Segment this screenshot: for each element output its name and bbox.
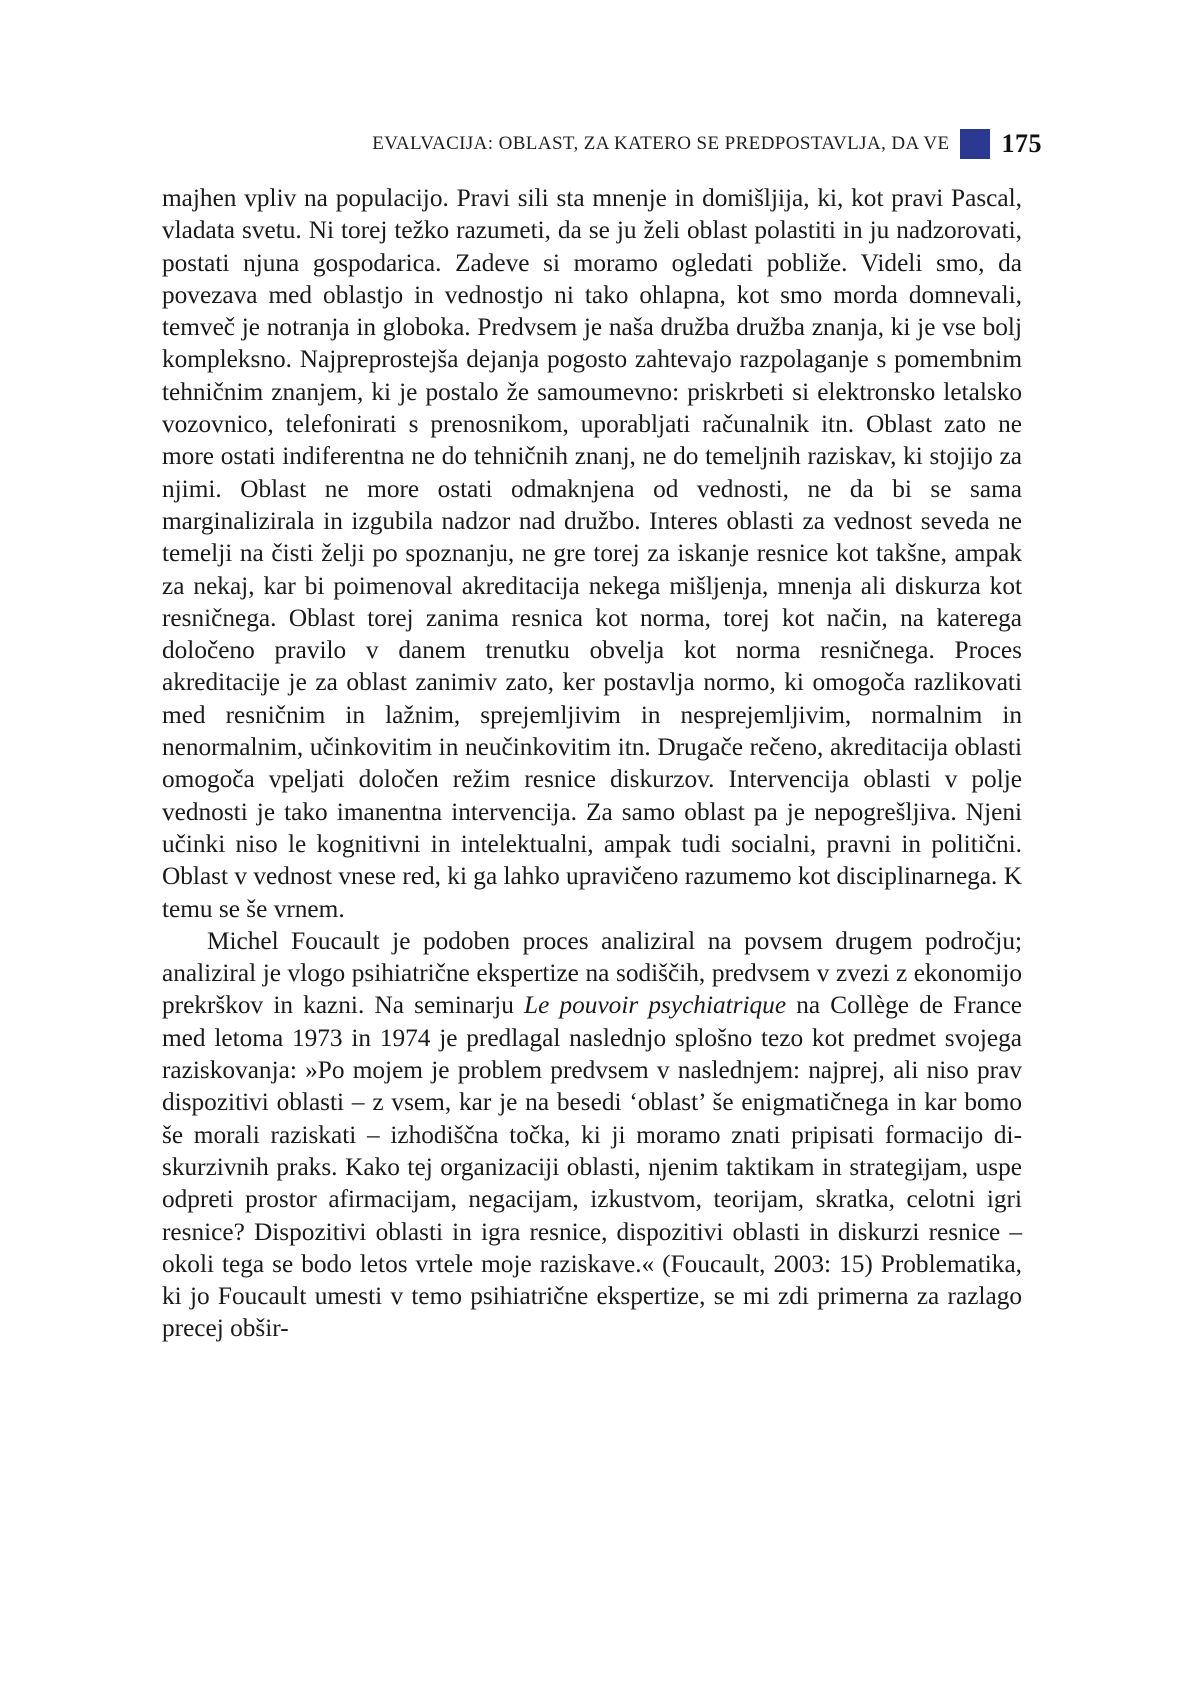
- paragraph-2-text-end: na Collège de France med letoma 1973 in 1974 je predlagal naslednjo splošno tezo kot predmet svojega raziskovanja: »Po mojem je problem predvsem v naslednjem: najprej, ali niso prav dispozitivi oblasti – z vsem, kar je na besedi ‘oblast’ še enigmatičnega in kar bomo še morali raziskati – izhodiščna točka, ki ji moramo znati pripisati formacijo diskurzivnih praks. Kako tej organizaciji oblasti, njenim taktikam in strategijam, uspe odpreti prostor afirmacijam, negacijam, izkustvom, teorijam, skratka, celotni igri resnice? Dispozitivi oblasti in igra resnice, dispozitivi oblasti in diskurzi resnice – okoli tega se bodo letos vrtele moje raziskave.« (Foucault, 2003: 15) Problematika, ki jo Foucault umesti v temo psihiatrične ekspertize, se mi zdi primerna za razlago precej obšir-: [162, 991, 1022, 1343]
- chapter-marker-square: [960, 129, 990, 159]
- running-head: [160, 126, 1042, 162]
- seminar-title: Le pouvoir psychiatrique: [524, 991, 787, 1020]
- paragraph-2-text-start: Michel Foucault je podoben proces analiziral na povsem drugem področju; analiziral je vlogo psihiatrične ekspertize na sodiščih, predvsem v zvezi z ekonomijo prekrškov in kazni. Na seminarju: [162, 926, 1022, 1020]
- paragraph-1: majhen vpliv na populacijo. Pravi sili sta mnenje in domišljija, ki, kot pravi Pascal, vladata svetu. Ni torej težko razumeti, da se ju želi oblast polastiti in ju nadzorovati, postati njuna gospodarica. Zadeve si moramo ogledati pobliže. Videli smo, da povezava med oblastjo in vednostjo ni tako ohlapna, kot smo morda domnevali, temveč je notranja in globoka. Predvsem je naša družba družba znanja, ki je vse bolj kompleksno. Najpreprostejša dejanja pogosto zahtevajo razpolaganje s pomembnim tehničnim znanjem, ki je postalo že samoumevno: priskrbeti si elektronsko letalsko vozovnico, telefonirati s prenosnikom, uporabljati računalnik itn. Oblast zato ne more ostati indiferentna ne do tehničnih znanj, ne do temeljnih raziskav, ki stojijo za njimi. Oblast ne more ostati odmaknjena od vednosti, ne da bi se sama marginalizirala in izgubila nadzor nad družbo. Interes oblasti za vednost seveda ne temelji na čisti želji po spoznanju, ne gre torej za iskanje resnice kot takšne, ampak za nekaj, kar bi poimenoval akreditacija nekega mišljenja, mnenja ali diskurza kot resničnega. Oblast torej zanima resnica kot norma, torej kot način, na katerega določeno pravilo v danem trenutku obvelja kot norma resničnega. Proces akreditacije je za oblast zanimiv zato, ker postavlja normo, ki omogoča razlikovati med resničnim in lažnim, sprejemljivim in nesprejemljivim, normalnim in nenormalnim, učinkovitim in neučinkovitim itn. Drugače rečeno, akreditacija oblasti omogoča vpeljati določen režim resnice diskurzov. Intervencija oblasti v polje vednosti je tako imanentna intervencija. Za samo oblast pa je nepogrešljiva. Njeni učinki niso le kognitivni in intelektualni, ampak tudi socialni, pravni in politični. Oblast v vednost vnese red, ki ga lahko upravičeno razumemo kot disciplinarnega. K temu se še vrnem.: [162, 184, 1022, 923]
- page-number: 175: [1001, 129, 1042, 158]
- running-title: EVALVACIJA: OBLAST, ZA KATERO SE PREDPOSTAVLJA, DA VE: [372, 133, 950, 154]
- paragraph-2: [162, 925, 1022, 1345]
- body-text: [162, 182, 1022, 1345]
